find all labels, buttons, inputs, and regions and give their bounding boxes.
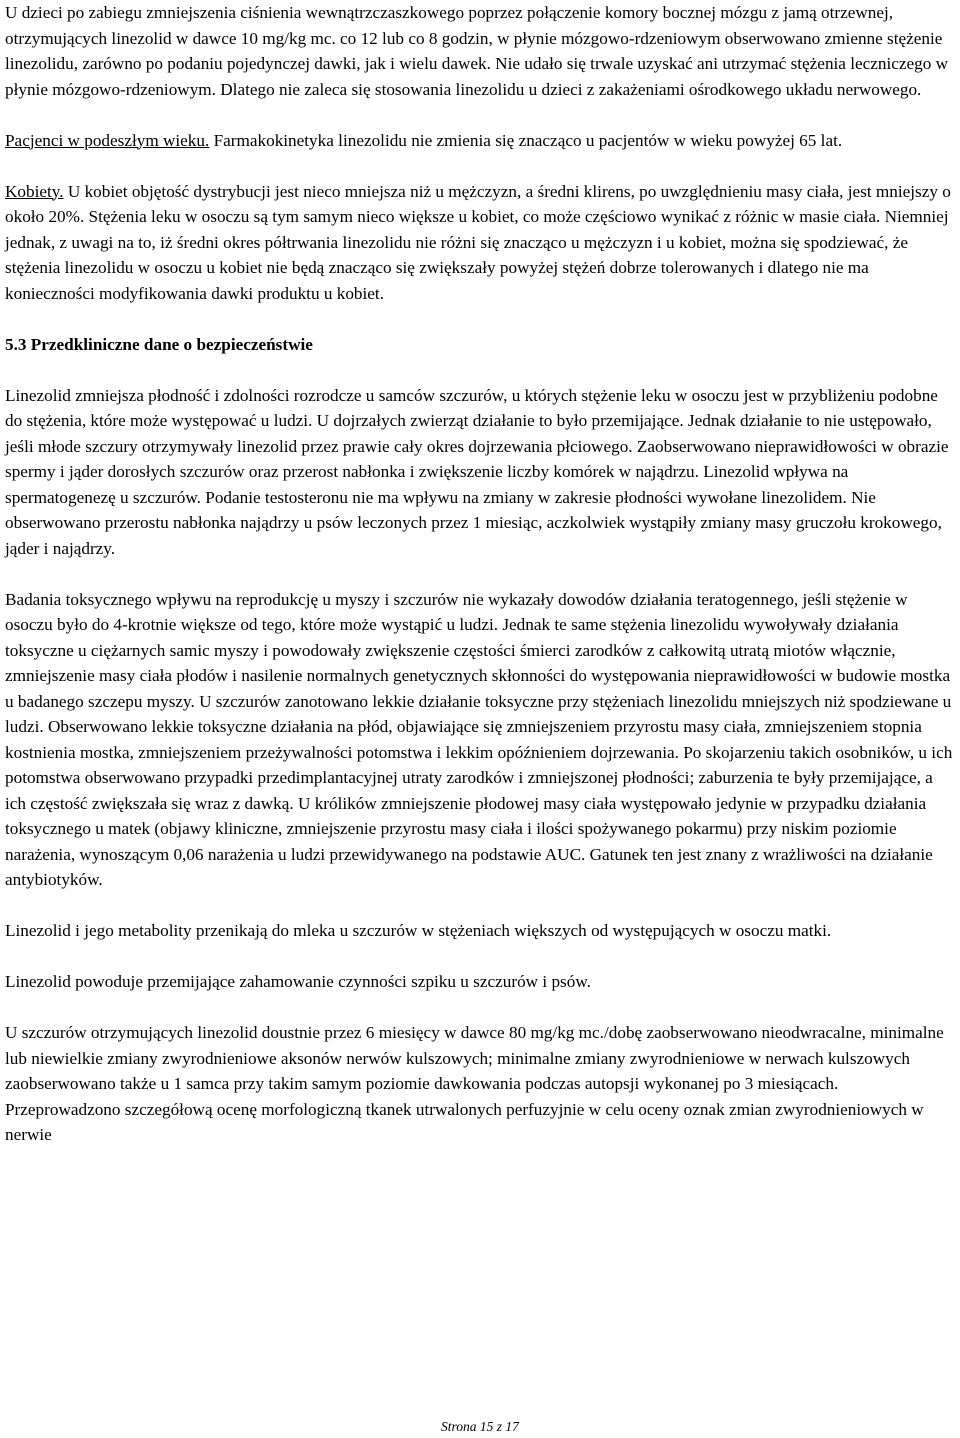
women-label: Kobiety. xyxy=(5,181,64,201)
document-page xyxy=(5,0,955,1148)
spacer xyxy=(5,306,955,332)
elderly-text: Farmakokinetyka linezolidu nie zmienia się znacząco u pacjentów w wieku powyżej 65 lat. xyxy=(209,130,843,150)
spacer xyxy=(5,995,955,1021)
paragraph-reproduction: Badania toksycznego wpływu na reprodukcję u myszy i szczurów nie wykazały dowodów działania teratogennego, jeśli stężenie w osoczu było do 4-krotnie większe od tego, które może wystąpić u ludzi. Jednak te same stężenia linezolidu wywoływały działania toksyczne u ciężarnych samic myszy i powodowały zwiększenie częstości śmierci zarodków z całkowitą utratą miotów włącznie, zmniejszenie masy ciała płodów i nasilenie normalnych genetycznych skłonności do występowania nieprawidłowości w budowie mostka u badanego szczepu myszy. U szczurów zanotowano lekkie działanie toksyczne przy stężeniach linezolidu mniejszych niż spodziewane u ludzi. Obserwowano lekkie toksyczne działania na płód, objawiające się zmniejszeniem przyrostu masy ciała, zmniejszeniem stopnia kostnienia mostka, zmniejszeniem przeżywalności potomstwa i lekkim opóźnieniem dojrzewania. Po skojarzeniu takich osobników, u ich potomstwa obserwowano przypadki przedimplantacyjnej utraty zarodków i zmniejszonej płodności; zaburzenia te były przemijające, a ich częstość zwiększała się wraz z dawką. U królików zmniejszenie płodowej masy ciała występowało jedynie w przypadku działania toksycznego u matek (objawy kliniczne, zmniejszenie przyrostu masy ciała i ilości spożywanego pokarmu) przy niskim poziomie narażenia, wynoszącym 0,06 narażenia u ludzi przewidywanego na podstawie AUC. Gatunek ten jest znany z wrażliwości na działanie antybiotyków. xyxy=(5,589,953,889)
page-footer: Strona 15 z 17 xyxy=(441,1419,519,1434)
paragraph-neuro: U szczurów otrzymujących linezolid doustnie przez 6 miesięcy w dawce 80 mg/kg mc./dobę zaobserwowano nieodwracalne, minimalne lub niewielkie zmiany zwyrodnieniowe aksonów nerwów kulszowych; minimalne zmiany zwyrodnieniowe w nerwach kulszowych zaobserwowano także u 1 samca przy takim samym poziomie dawkowania podczas autopsji wykonanej po 3 miesiącach. Przeprowadzono szczegółową ocenę morfologiczną tkanek utrwalonych perfuzyjnie w celu oceny oznak zmian zwyrodnieniowych w nerwie xyxy=(5,1023,944,1144)
spacer xyxy=(5,561,955,587)
paragraph-fertility: Linezolid zmniejsza płodność i zdolności rozrodcze u samców szczurów, u których stężenie leku w osoczu jest w przybliżeniu podobne do stężenia, które może występować u ludzi. U dojrzałych zwierząt działanie to było przemijające. Jednak działanie to nie ustępowało, jeśli młode szczury otrzymywały linezolid przez prawie cały okres dojrzewania płciowego. Zaobserwowano nieprawidłowości w obrazie spermy i jąder dorosłych szczurów oraz przerost nabłonka i zwiększenie liczby komórek w najądrzu. Linezolid wpływa na spermatogenezę u szczurów. Podanie testosteronu nie ma wpływu na zmiany w zakresie płodności wywołane linezolidem. Nie obserwowano przerostu nabłonka najądrzy u psów leczonych przez 1 miesiąc, aczkolwiek wystąpiły zmiany masy gruczołu krokowego, jąder i najądrzy. xyxy=(5,385,949,558)
elderly-label: Pacjenci w podeszłym wieku. xyxy=(5,130,210,150)
paragraph-elderly xyxy=(5,128,955,154)
paragraph-women xyxy=(5,179,955,307)
paragraph-bone-marrow: Linezolid powoduje przemijające zahamowanie czynności szpiku u szczurów i psów. xyxy=(5,972,591,991)
paragraph-milk: Linezolid i jego metabolity przenikają do mleka u szczurów w stężeniach większych od występujących w osoczu matki. xyxy=(5,921,832,940)
spacer xyxy=(5,153,955,179)
spacer xyxy=(5,357,955,383)
spacer xyxy=(5,893,955,919)
section-heading: 5.3 Przedkliniczne dane o bezpieczeństwie xyxy=(5,334,313,354)
women-text: U kobiet objętość dystrybucji jest nieco mniejsza niż u mężczyzn, a średni klirens, po uwzględnieniu masy ciała, jest mniejszy o około 20%. Stężenia leku w osoczu są tym samym nieco większe u kobiet, co może częściowo wynikać z różnic w masie ciała. Niemniej jednak, z uwagi na to, iż średni okres półtrwania linezolidu nie różni się znacząco u mężczyzn i u kobiet, można się spodziewać, że stężenia linezolidu w osoczu u kobiet nie będą znacząco się zwiększały powyżej stężeń dobrze tolerowanych i dlatego nie ma konieczności modyfikowania dawki produktu u kobiet. xyxy=(5,181,951,303)
spacer xyxy=(5,102,955,128)
spacer xyxy=(5,944,955,970)
paragraph-children-cns: U dzieci po zabiegu zmniejszenia ciśnienia wewnątrzczaszkowego poprzez połączenie komory bocznej mózgu z jamą otrzewnej, otrzymujących linezolid w dawce 10 mg/kg mc. co 12 lub co 8 godzin, w płynie mózgowo-rdzeniowym obserwowano zmienne stężenie linezolidu, zarówno po podaniu pojedynczej dawki, jak i wielu dawek. Nie udało się trwale uzyskać ani utrzymać stężenia leczniczego w płynie mózgowo-rdzeniowym. Dlatego nie zaleca się stosowania linezolidu u dzieci z zakażeniami ośrodkowego układu nerwowego. xyxy=(5,3,949,99)
